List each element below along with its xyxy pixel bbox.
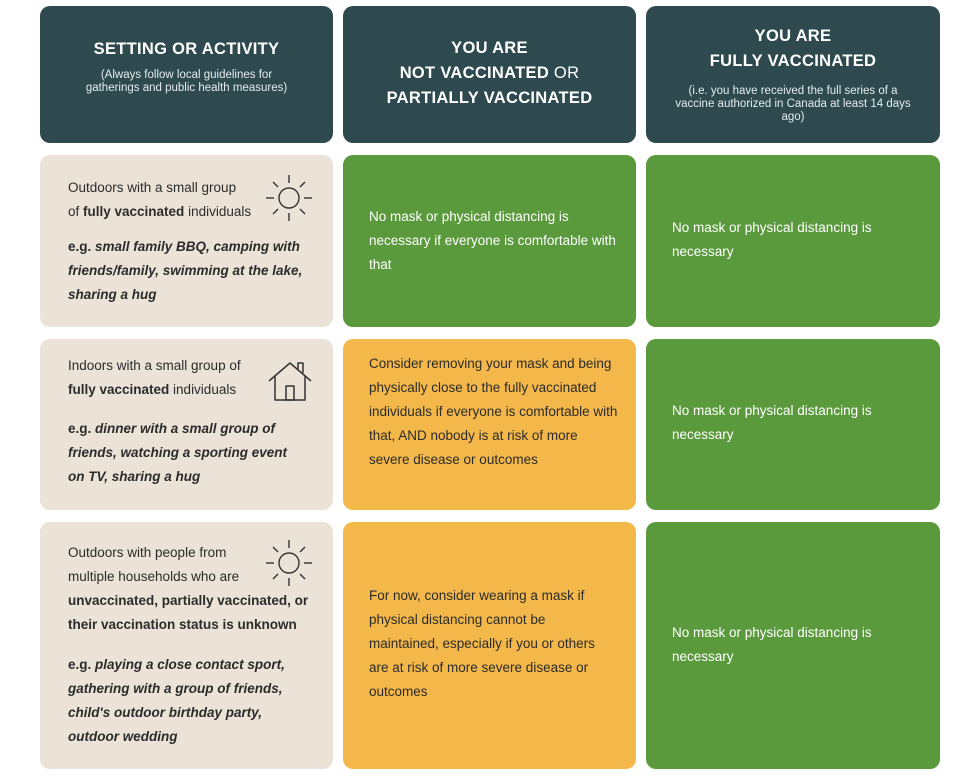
row3-eg-line2 xyxy=(68,677,285,701)
house-icon xyxy=(266,359,314,403)
row3-eg-text1: playing a close contact sport, xyxy=(95,657,285,672)
row1-setting-bold: fully vaccinated xyxy=(83,204,185,219)
row1-setting xyxy=(40,155,333,327)
header-not-vaccinated-line3: PARTIALLY VACCINATED xyxy=(386,89,593,107)
row2-eg-prefix: e.g. xyxy=(68,421,96,436)
row3-eg-line4 xyxy=(68,725,285,749)
sun-icon xyxy=(263,172,315,224)
row3-setting-line4 xyxy=(68,613,308,637)
row3-not-vaccinated-text: For now, consider wearing a mask if physical distancing cannot be maintained, especially if you or others are at risk of more severe disease or outcomes xyxy=(369,588,595,699)
header-not-vaccinated-title xyxy=(343,36,636,111)
row1-eg-text2: friends/family, swimming at the lake, xyxy=(68,263,303,278)
row2-not-vaccinated-text: Consider removing your mask and being physically close to the fully vaccinated individuals if everyone is comfortable with that, AND nobody is at risk of more severe disease or outcomes xyxy=(369,356,618,467)
row2-fully-vaccinated xyxy=(646,339,940,510)
row3-setting-bold2: their vaccination status is unknown xyxy=(68,617,297,632)
header-not-vaccinated-line1: YOU ARE xyxy=(451,39,528,57)
row3-examples xyxy=(68,653,285,749)
row2-eg-text1: dinner with a small group of xyxy=(95,421,276,436)
row1-not-vaccinated-text: No mask or physical distancing is necessary if everyone is comfortable with that xyxy=(369,209,616,272)
header-not-vaccinated-bold: NOT VACCINATED xyxy=(399,64,550,82)
header-fully-vaccinated-title xyxy=(646,24,940,74)
row1-setting-text xyxy=(68,176,251,224)
row1-setting-line2 xyxy=(68,200,251,224)
row3-eg-line1 xyxy=(68,653,285,677)
row2-setting-line1: Indoors with a small group of xyxy=(68,358,241,373)
row2-eg-text2: friends, watching a sporting event xyxy=(68,445,288,460)
row3-eg-line3 xyxy=(68,701,285,725)
row1-fully-vaccinated xyxy=(646,155,940,327)
row1-eg-text1: small family BBQ, camping with xyxy=(95,239,300,254)
row3-not-vaccinated xyxy=(343,522,636,769)
row3-eg-prefix: e.g. xyxy=(68,657,96,672)
row1-eg-prefix: e.g. xyxy=(68,239,96,254)
header-not-vaccinated xyxy=(343,6,636,143)
header-fully-vaccinated-note: (i.e. you have received the full series of a vaccine authorized in Canada at least 14 days ago) xyxy=(675,85,911,123)
header-setting-title: SETTING OR ACTIVITY xyxy=(93,40,280,58)
row2-eg-text3: on TV, sharing a hug xyxy=(68,469,201,484)
row2-setting-bold: fully vaccinated xyxy=(68,382,170,397)
header-or-word: OR xyxy=(549,64,580,82)
row3-fully-vaccinated-text: No mask or physical distancing is necessary xyxy=(672,625,872,664)
row1-setting-line1: Outdoors with a small group xyxy=(68,180,237,195)
row3-setting-line1: Outdoors with people from xyxy=(68,545,227,560)
header-setting-note: (Always follow local guidelines for gatherings and public health measures) xyxy=(85,69,288,94)
row3-setting xyxy=(40,522,333,769)
row1-setting-suffix: individuals xyxy=(184,204,252,219)
row3-setting-line3 xyxy=(68,589,308,613)
row2-eg-line3 xyxy=(68,465,287,489)
header-setting xyxy=(40,6,333,143)
row2-fully-vaccinated-text: No mask or physical distancing is necessary xyxy=(672,403,872,442)
row1-eg-line3 xyxy=(68,283,302,307)
row3-setting-line2: multiple households who are xyxy=(68,569,240,584)
header-fully-vaccinated-line2: FULLY VACCINATED xyxy=(709,52,877,70)
row1-eg-line1 xyxy=(68,235,302,259)
row1-not-vaccinated xyxy=(343,155,636,327)
row3-eg-text4: outdoor wedding xyxy=(68,729,178,744)
row2-examples xyxy=(68,417,287,489)
header-not-vaccinated-line2 xyxy=(343,61,636,86)
row2-setting xyxy=(40,339,333,510)
row2-setting-line2 xyxy=(68,378,241,402)
sun-icon xyxy=(263,537,315,589)
header-fully-vaccinated xyxy=(646,6,940,143)
row1-fully-vaccinated-text: No mask or physical distancing is necessary xyxy=(672,220,872,259)
row3-eg-text3: child's outdoor birthday party, xyxy=(68,705,262,720)
header-fully-vaccinated-line1: YOU ARE xyxy=(754,27,832,45)
row1-setting-of: of xyxy=(68,204,84,219)
row1-eg-line2 xyxy=(68,259,302,283)
row1-eg-text3: sharing a hug xyxy=(68,287,157,302)
row2-setting-text xyxy=(68,354,241,402)
row3-eg-text2: gathering with a group of friends, xyxy=(68,681,283,696)
row2-setting-suffix: individuals xyxy=(169,382,237,397)
row3-setting-bold1: unvaccinated, partially vaccinated, or xyxy=(68,593,309,608)
row2-not-vaccinated xyxy=(343,339,636,510)
row3-fully-vaccinated xyxy=(646,522,940,769)
row2-eg-line1 xyxy=(68,417,287,441)
row2-eg-line2 xyxy=(68,441,287,465)
row1-examples xyxy=(68,235,302,307)
